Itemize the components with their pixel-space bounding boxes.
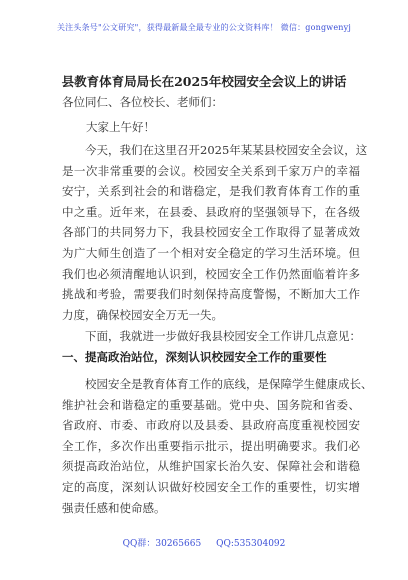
footer-contact	[0, 536, 408, 549]
paragraph-line: 各部门的共同努力下，我县校园安全工作取得了显著成效	[62, 225, 360, 240]
section-heading-1: 一、提高政治站位，深刻认识校园安全工作的重要性	[62, 350, 327, 364]
header-promo-note: 关注头条号"公文研究"，获得最新最全最专业的公文资料库！ 微信：gongwenyj	[56, 23, 352, 32]
greeting	[86, 117, 384, 138]
paragraph-line: 是一次非常重要的会议。校园安全关系到千家万户的幸福	[62, 163, 360, 178]
paragraph-line: 须提高政治站位，从维护国家长治久安、保障社会和谐稳	[62, 459, 360, 474]
paragraph-line: 定的高度，深刻认识做好校园安全工作的重要性，切实增	[62, 479, 360, 494]
paragraph-line: 维护社会和谐稳定的重要基础。党中央、国务院和省委、	[62, 397, 360, 412]
paragraph-3	[62, 374, 373, 518]
footer-qq-group: QQ群：30265665	[122, 539, 202, 549]
paragraph-line: 中之重。近年来，在县委、县政府的坚强领导下，在各级	[62, 204, 360, 219]
paragraph-line: 省政府、市委、市政府以及县委、县政府高度重视校园安	[62, 418, 360, 433]
paragraph-line: 为广大师生创造了一个相对安全稳定的学习生活环境。但	[62, 246, 360, 260]
document-title: 县教育体育局局长在2025年校园安全会议上的讲话	[61, 74, 347, 89]
salutation-line: 各位同仁、各位校长、老师们：	[62, 95, 223, 109]
greeting-line: 大家上午好！	[86, 120, 155, 134]
paragraph-line: 力度，确保校园安全万无一失。	[62, 307, 223, 322]
paragraph-2	[62, 326, 360, 347]
paragraph-line: 安宁，关系到社会的和谐稳定，是我们教育体育工作的重	[62, 184, 360, 199]
paragraph-line: 挑战和考验，需要我们时刻保持高度警惕，不断加大工作	[62, 287, 360, 302]
paragraph-1-continued	[62, 243, 360, 325]
paragraph-line: 我们也必须清醒地认识到，校园安全工作仍然面临着许多	[62, 266, 360, 281]
salutation	[62, 92, 360, 113]
paragraph-line: 全工作，多次作出重要指示批示，提出明确要求。我们必	[62, 438, 360, 453]
paragraph-line: 下面，我就进一步做好我县校园安全工作讲几点意见：	[85, 329, 361, 343]
paragraph-line: 强责任感和使命感。	[62, 500, 166, 515]
paragraph-line: 校园安全是教育体育工作的底线，是保障学生健康成长、	[85, 377, 373, 391]
footer-qq: QQ:535304092	[216, 539, 286, 549]
paragraph-line: 今天，我们在这里召开2025年某某县校园安全会议，这	[85, 143, 368, 157]
paragraph-1	[62, 140, 368, 243]
